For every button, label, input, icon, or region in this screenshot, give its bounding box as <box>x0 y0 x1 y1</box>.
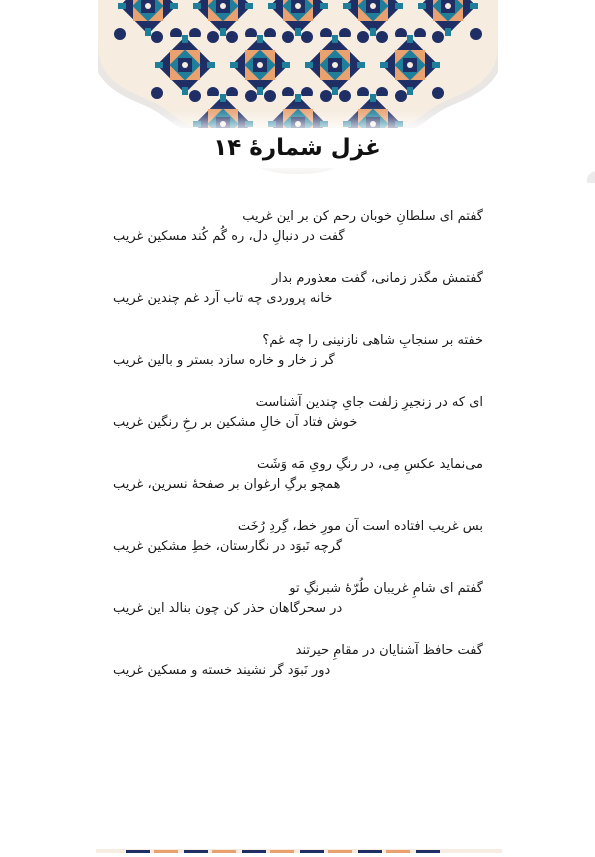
couplet-first-line: گفتم ای سلطانِ خوبان رحم کن بر این غریب <box>242 209 483 224</box>
couplet <box>113 269 483 331</box>
poem-title: غزل شمارهٔ ۱۴ <box>213 135 381 161</box>
couplet <box>113 207 483 269</box>
couplet-second-line: دور نَبوَد گر نشیند خسته و مسکین غریب <box>113 663 331 678</box>
couplet-first-line: گفت حافظ آشنایان در مقامِ حیرتند <box>295 643 483 658</box>
corner-ornament-icon <box>583 168 595 180</box>
poem-body <box>113 207 483 703</box>
couplet-second-line: خوش فتاد آن خالِ مشکین بر رخِ رنگین غریب <box>113 415 358 430</box>
couplet-second-line: گرچه نَبوَد در نگارستان، خطِ مشکین غریب <box>113 539 343 554</box>
couplet-first-line: گفتم ای شامِ غریبان طُرّهٔ شبرنگِ تو <box>289 581 483 596</box>
couplet <box>113 455 483 517</box>
couplet-second-line: همچو برگِ ارغوان بر صفحهٔ نسرین، غریب <box>113 477 341 492</box>
couplet <box>113 641 483 703</box>
couplet <box>113 579 483 641</box>
couplet-second-line: گر ز خار و خاره سازد بستر و بالین غریب <box>113 353 335 368</box>
couplet <box>113 517 483 579</box>
couplet-second-line: در سحرگاهان حذر کن چون بنالد این غریب <box>113 601 343 616</box>
couplet-first-line: خفته بر سنجابِ شاهی نازنینی را چه غم؟ <box>262 333 483 348</box>
couplet-second-line: خانه پروردی چه تاب آرد غم چندین غریب <box>113 291 333 306</box>
couplet-first-line: بس غریب افتاده است آن مورِ خط، گِردِ رُخَت <box>237 519 483 534</box>
couplet <box>113 331 483 393</box>
bottom-tile-border-decoration <box>96 838 502 842</box>
couplet-second-line: گفت در دنبالِ دل، ره گُم کُند مسکین غریب <box>113 229 345 244</box>
couplet-first-line: ای که در زنجیرِ زلفت جایِ چندین آشناست <box>255 395 483 410</box>
couplet-first-line: می‌نماید عکسِ مِی، در رنگِ رویِ مَه وَشَت <box>257 457 483 472</box>
couplet-first-line: گفتمش مگذر زمانی، گفت معذورم بدار <box>271 271 483 286</box>
couplet <box>113 393 483 455</box>
